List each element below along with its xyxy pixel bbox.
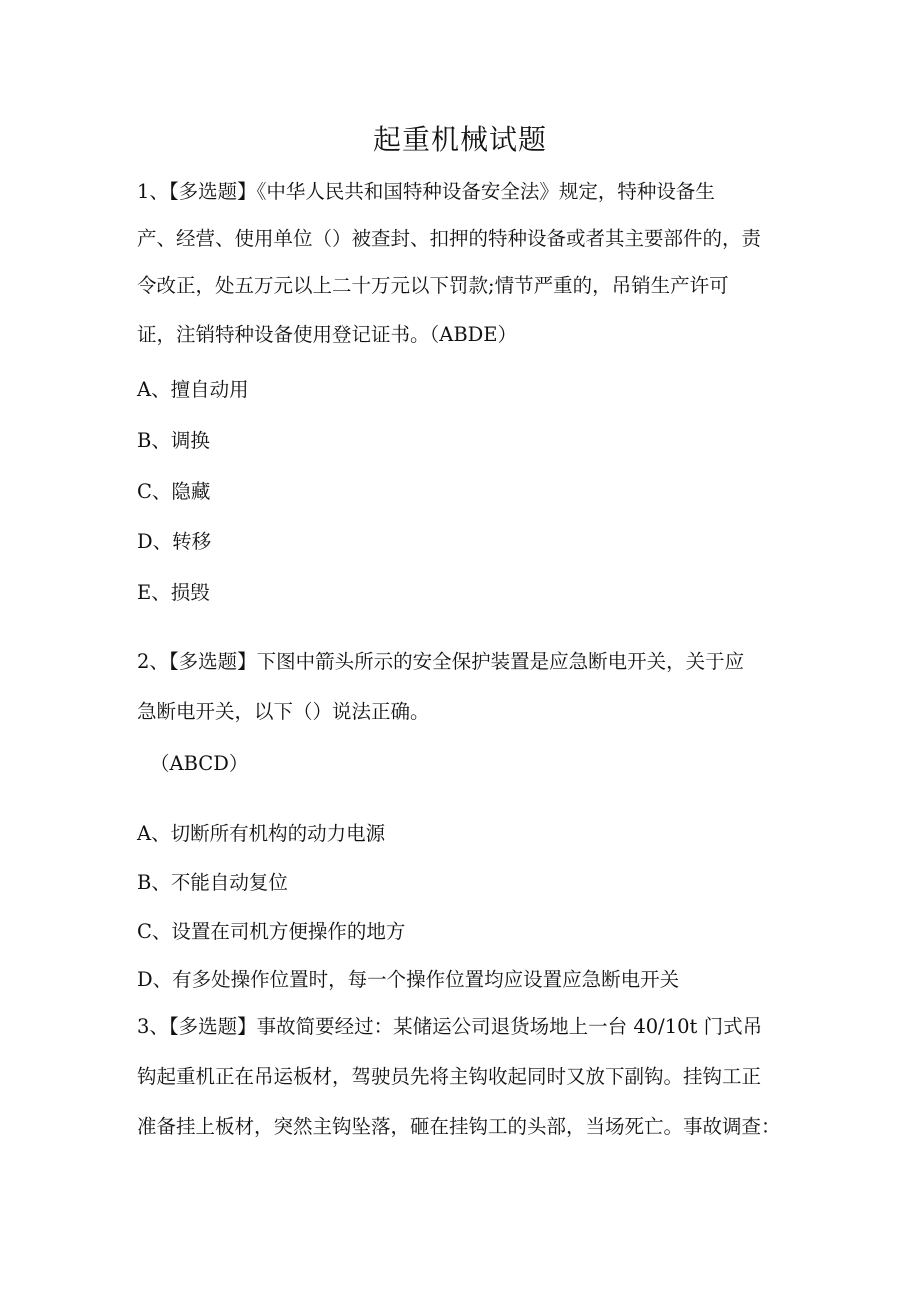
q1-option-a: A、擅自动用	[137, 378, 249, 401]
q2-stem-line-2: 急断电开关，以下（）说法正确。	[137, 700, 430, 723]
q2-option-a: A、切断所有机构的动力电源	[137, 822, 386, 845]
q3-stem-line-3: 准备挂上板材，突然主钩坠落，砸在挂钩工的头部，当场死亡。事故调查：	[137, 1115, 781, 1138]
q2-option-c: C、设置在司机方便操作的地方	[137, 920, 406, 943]
q1-stem-line-4: 证，注销特种设备使用登记证书。（ABDE）	[137, 323, 518, 346]
q1-stem-line-3: 令改正，处五万元以上二十万元以下罚款;情节严重的，吊销生产许可	[137, 274, 729, 297]
q2-answer: （ABCD）	[150, 752, 249, 775]
q1-option-d: D、转移	[137, 530, 212, 553]
q2-stem-line-1: 2、【多选题】下图中箭头所示的安全保护装置是应急断电开关，关于应	[137, 650, 745, 673]
q3-stem-line-2: 钩起重机正在吊运板材，驾驶员先将主钩收起同时又放下副钩。挂钩工正	[137, 1065, 762, 1088]
q1-option-c: C、隐藏	[137, 480, 211, 503]
q2-option-b: B、不能自动复位	[137, 871, 288, 894]
q1-stem-line-2: 产、经营、使用单位（）被查封、扣押的特种设备或者其主要部件的，责	[137, 227, 762, 250]
q2-option-d: D、有多处操作位置时，每一个操作位置均应设置应急断电开关	[137, 968, 680, 991]
q1-stem-line-1: 1、【多选题】《中华人民共和国特种设备安全法》规定，特种设备生	[137, 180, 715, 203]
document-title: 起重机械试题	[372, 123, 547, 156]
q1-option-b: B、调换	[137, 429, 210, 452]
q3-stem-line-1: 3、【多选题】事故简要经过：某储运公司退货场地上一台 40/10t 门式吊	[137, 1015, 763, 1038]
q1-option-e: E、损毁	[137, 581, 210, 604]
